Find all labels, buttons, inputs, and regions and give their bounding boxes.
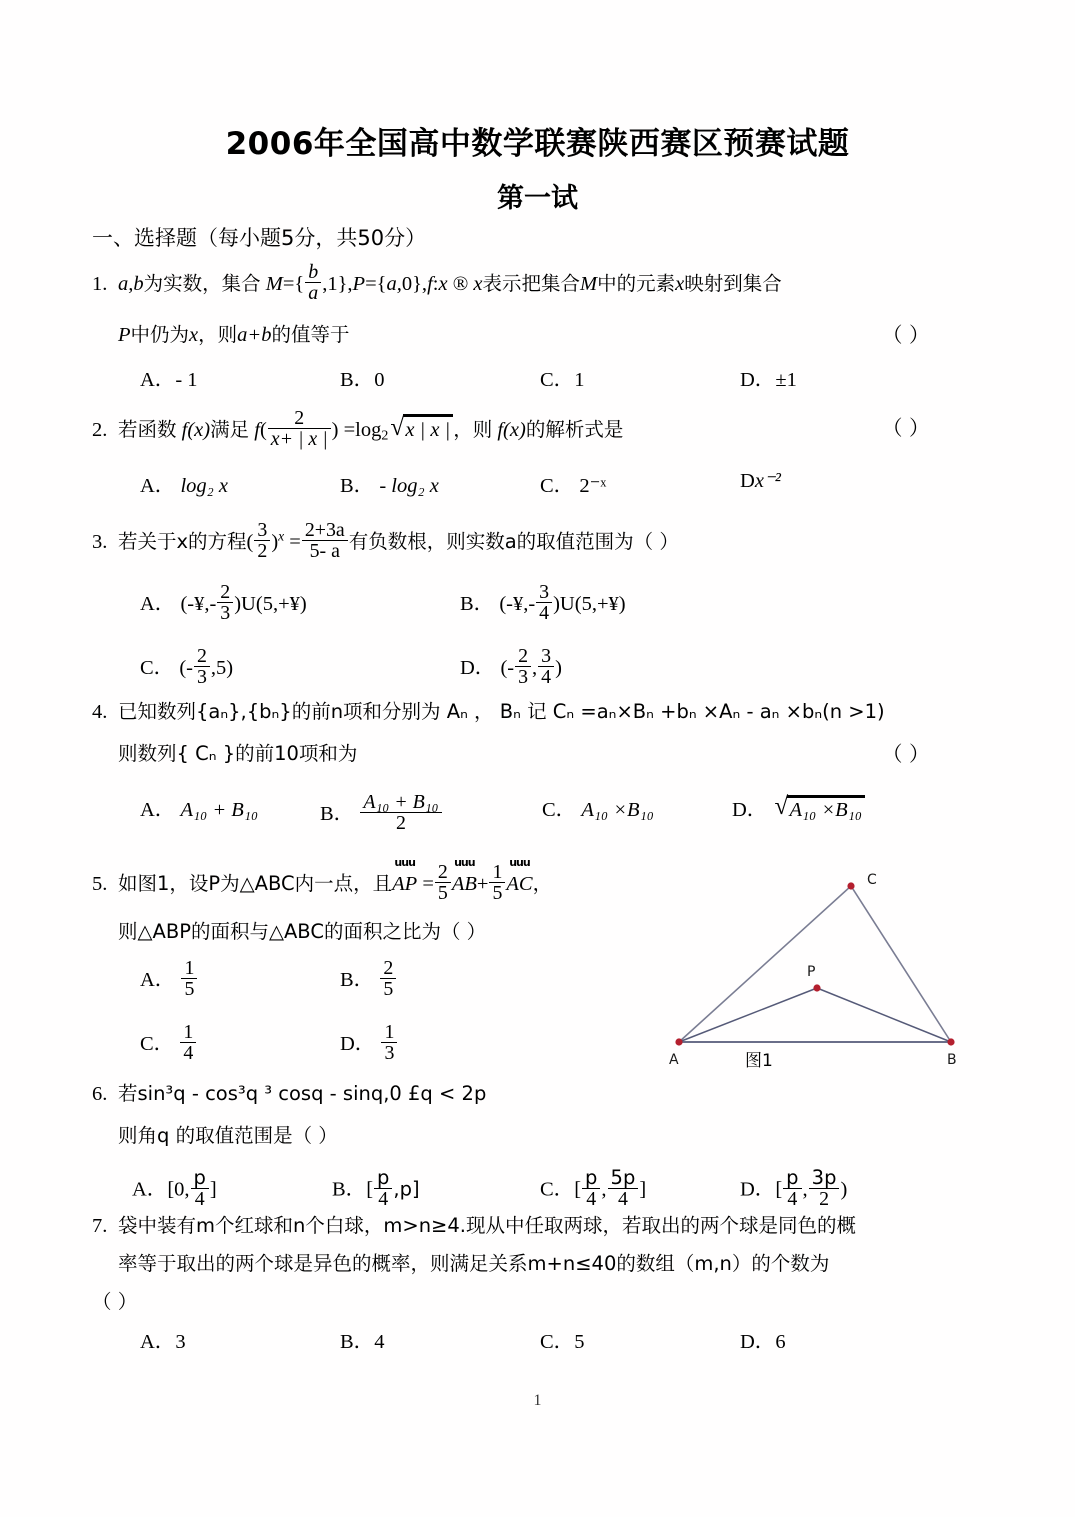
q1-set-M: M [265,272,283,295]
question-1-line2 [92,323,992,349]
q3d-frac1: $\frac{2}{3}$ [515,646,531,688]
q2-radical [390,414,453,444]
q2-choice-a[interactable]: A． log₂ x [140,475,228,497]
vector-arrow-icon: uuu [394,855,415,869]
q5-text-1: 如图1，设P为△ABC内一点，且 [118,871,393,895]
q5-choice-b[interactable]: B． $\frac{2}{5}$ [340,958,397,1000]
q3c-frac: $\frac{2}{3}$ [194,646,210,688]
q5-line2: 则△ABP的面积与△ABC的面积之比为（ ） [118,920,487,943]
q1-choice-b[interactable]: B．0 [340,369,385,391]
q3-choice-b[interactable]: B． (-¥,- $\frac{3}{4}$ )U(5,+¥) [460,581,626,625]
cevian-segments [679,988,951,1042]
question-1-number: 1. [92,272,108,295]
q1-vars: a,b [118,272,144,295]
q2-choice-b[interactable]: B． - log₂ x [340,475,439,497]
q4-line2: 则数列{ Cₙ }的前10项和为 [118,742,358,765]
q5-comma: ， [532,871,553,895]
question-7-line3 [92,1290,992,1316]
q1-elem-0: 0}, [401,272,428,295]
q2-frac-denominator: x+ | x | [268,428,331,449]
q1-choice-c[interactable]: C．1 [540,369,585,391]
q1-text-5: 映射到集合 [684,271,782,295]
q2-text-4: 的解析式是 [525,417,624,441]
q2-f-3: f [497,418,504,441]
q3-text-1: 若关于x的方程 [118,529,247,553]
q1-colon: : [432,272,439,295]
q7-choice-c[interactable]: C．5 [540,1331,585,1353]
q7-choice-d[interactable]: D．6 [740,1331,786,1353]
q3-base-fraction [254,520,270,562]
q1-arrow-glyph: ® [452,272,469,295]
triangle-diagram-svg [655,858,1015,1070]
q5-equals: = [422,872,434,895]
page-number: 1 [533,1392,542,1409]
question-1 [92,262,992,304]
q1-text-4: 中的元素 [597,271,676,295]
question-5-number: 5. [92,872,108,895]
question-6-line2 [92,1124,992,1150]
q1-eq-2: ={ [365,272,387,295]
q1-text-1: 为实数，集合 [143,271,261,295]
q2-f-2: f [254,418,260,441]
q1-fraction-b-over-a [305,262,321,304]
q5-frac-2: $\frac{1}{5}$ [489,862,505,904]
q5-choice-d[interactable]: D． $\frac{1}{3}$ [340,1022,398,1064]
q2-log-base: 2 [381,428,389,444]
q2-text-3: ，则 [453,417,493,441]
q4b-frac: $\frac{\text{A₁₀ + B₁₀}}{2}$ [360,792,441,834]
question-7-number: 7. [92,1215,108,1237]
q2-f-1: f [181,418,188,441]
q1-choice-d[interactable]: D．±1 [740,369,797,391]
q7-answer-blank[interactable]: （ ） [92,1290,138,1313]
q5-vector-AC: uuu AC [506,855,533,895]
page-subtitle: 第一试 [497,183,578,214]
q5-choice-c[interactable]: C． $\frac{1}{4}$ [140,1022,197,1064]
question-4 [92,700,992,726]
q1l2-x: x [189,324,199,346]
q1-map-x1: x [438,272,448,295]
q4-answer-blank[interactable]: （ ） [882,742,930,766]
q1-text-3: 表示把集合 [482,271,581,295]
question-7 [92,1214,992,1240]
q5a-frac: $\frac{1}{5}$ [181,958,197,1000]
q2-text-2: 满足 [210,417,250,441]
vertex-label-C: C [867,872,877,888]
q5-vector-AP: uuu AP [392,855,418,895]
q2-arg-2: (x) [503,418,526,441]
q7-choice-b[interactable]: B．4 [340,1331,385,1353]
q3-rhs-fraction [302,520,348,562]
q1l2-text-2: ，则 [198,323,238,346]
q3-choice-d[interactable]: D． (- $\frac{2}{3}$ , $\frac{3}{4}$ ) [460,645,562,689]
question-3-number: 3. [92,530,108,553]
q1-ref-M: M [580,272,598,295]
q6c-frac2: $\frac{5p}{4}$ [608,1168,639,1209]
triangle-figure [655,858,1015,1070]
q1l2-a-plus-b: a+b [237,324,272,346]
q3b-frac: $\frac{3}{4}$ [536,582,552,624]
q4d-radical: √ A₁₀ ×B₁₀ [774,795,865,822]
q3-rhs-numerator: 2+3a [304,519,345,541]
q6-choice-b[interactable]: B．[ $\frac{p}{4}$ ,p] [332,1166,420,1210]
q2-log: ) =log [331,418,382,441]
q1-text-2: ,1}, [322,272,353,295]
q1l2-text-3: 的值等于 [271,323,350,346]
point-label-P: P [807,964,816,980]
question-6 [92,1082,992,1108]
q3-equals: = [289,530,301,553]
q1-choice-a[interactable]: A．- 1 [140,369,198,391]
q4-choice-b[interactable]: B． $\frac{\text{A₁₀ + B₁₀}}{2}$ [320,792,443,834]
q4-choice-d[interactable]: D． √ A₁₀ ×B₁₀ [732,792,865,822]
q5-choice-a[interactable]: A． $\frac{1}{5}$ [140,958,198,1000]
q7-line1: 袋中装有m个红球和n个白球，m>n≥4.现从中任取两球，若取出的两个球是同色的概 [118,1214,856,1237]
q2-radicand: x | x | [403,414,453,444]
vertex-label-A: A [669,1052,679,1068]
q1-frac-denominator: a [305,282,321,303]
q7-choice-a[interactable]: A．3 [140,1331,186,1353]
question-7-line2 [92,1252,992,1278]
q6b-frac: $\frac{p}{4}$ [374,1168,392,1209]
section-heading: 一、选择题（每小题5分，共50分） [92,226,427,250]
q5d-frac: $\frac{1}{3}$ [381,1022,397,1064]
q3a-frac: $\frac{2}{3}$ [217,582,233,624]
q2-choice-c[interactable]: C． 2⁻ˣ [540,475,607,497]
q5b-frac: $\frac{2}{5}$ [380,958,396,1000]
q6-choice-c[interactable]: C．[ $\frac{p}{4}$ , $\frac{5p}{4}$ ] [540,1166,647,1210]
figure-caption: 图1 [745,1051,773,1071]
q3-text-2: 有负数根，则实数a的取值范围为（ ） [348,529,679,553]
q1-eq-1: ={ [282,272,305,295]
q1-elem-a: a, [386,272,402,295]
question-4-line2 [92,742,992,768]
q2-fraction [268,408,331,450]
q1l2-P: P [118,324,131,346]
q2-answer-blank[interactable]: （ ） [882,416,930,440]
question-3: 3. 若关于x的方程( $\frac{3}{2}$ )$^x$ = $\frac{2+3a}{5- a}$ 有负数根，则实数a的取值范围为（ ） [92,519,679,563]
q1-set-P: P [352,272,366,295]
q3-choice-a[interactable]: A． (-¥,- $\frac{2}{3}$ )U(5,+¥) [140,581,307,625]
q4-line1: 已知数列{aₙ},{bₙ}的前n项和分别为 Aₙ ， Bₙ 记 Cₙ =aₙ×Bₙ +bₙ ×Aₙ - aₙ ×bₙ(n >1) [118,700,885,723]
q6c-frac1: $\frac{p}{4}$ [582,1168,600,1209]
q2-choice-d[interactable]: Dx⁻² [740,470,781,492]
q1-map-f: f [427,272,433,295]
q4-choice-a[interactable]: A． A₁₀ + B₁₀ [140,799,259,821]
q5-plus: + [476,872,489,895]
q1l2-text-1: 中仍为 [130,323,190,346]
q2-arg-1: (x) [187,418,211,441]
q6d-frac1: $\frac{p}{4}$ [783,1168,801,1209]
vector-arrow-icon: uuu [509,855,530,869]
q3-base-numerator: 3 [257,519,268,541]
q5c-frac: $\frac{1}{4}$ [180,1022,196,1064]
q2-frac-numerator: 2 [294,407,305,429]
q6a-frac: $\frac{p}{4}$ [191,1168,209,1209]
question-2: 2. 若函数 f(x)满足 f( $\frac{2}{x+ | x |}$ ) =log2 √ x | x | ，则 f(x)的解析式是 （ ） [92,408,992,450]
q5-frac-1: $\frac{2}{5}$ [435,862,451,904]
q7-line2: 率等于取出的两个球是异色的概率，则满足关系m+n≤40的数组（m,n）的个数为 [118,1252,830,1275]
q5-vector-AB: uuu AB [451,855,477,895]
question-2-number: 2. [92,418,108,441]
vertex-label-B: B [947,1052,957,1068]
vector-arrow-icon: uuu [454,855,475,869]
q3d-frac2: $\frac{3}{4}$ [538,646,554,688]
page-title: 2006年全国高中数学联赛陕西赛区预赛试题 [225,126,850,162]
q3-choice-c[interactable]: C． (- $\frac{2}{3}$ ,5) [140,645,234,689]
q1-ref-x: x [675,272,685,295]
q6-line1: 若sin³q - cos³q ³ cosq - sinq,0 £q < 2p [118,1082,487,1105]
q1-answer-blank[interactable]: （ ） [882,323,930,347]
q6-line2: 则角q 的取值范围是（ ） [118,1124,338,1147]
q6d-frac2: $\frac{3p}{2}$ [809,1168,840,1209]
q6-choice-d[interactable]: D．[ $\frac{p}{4}$ , $\frac{3p}{2}$ ) [740,1166,848,1210]
question-4-number: 4. [92,701,108,723]
q3-exponent: x [278,528,285,544]
q2-text-1: 若函数 [118,417,177,441]
q3-rhs-denominator: 5- a [302,540,348,561]
q1-frac-numerator: b [308,261,319,283]
q1-map-x2: x [473,272,483,295]
q6-choice-a[interactable]: A．[0, $\frac{p}{4}$ ] [132,1166,217,1210]
q3-base-denominator: 2 [254,540,270,561]
q4-choice-c[interactable]: C． A₁₀ ×B₁₀ [542,799,654,821]
question-6-number: 6. [92,1083,108,1105]
